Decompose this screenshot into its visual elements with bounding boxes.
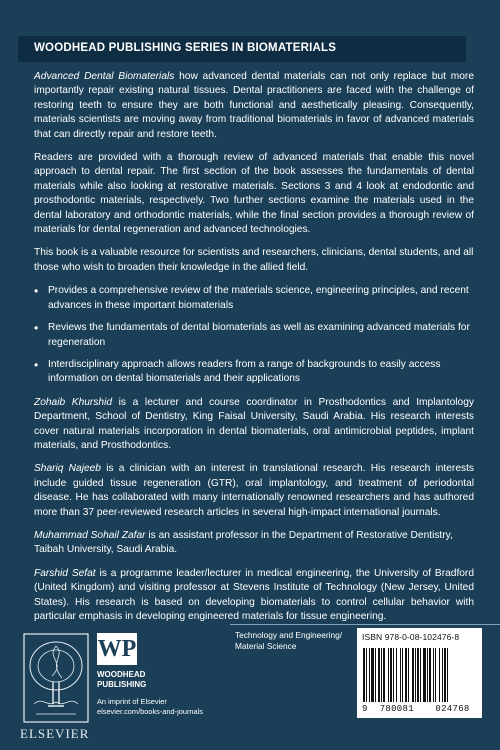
barcode-bar <box>439 648 440 702</box>
author-bio <box>34 462 474 520</box>
barcode-bar <box>363 648 365 702</box>
category-line: Technology and Engineering/ <box>235 630 343 640</box>
publisher-name <box>97 670 187 690</box>
feature-item: • Reviews the fundamentals of dental biomaterials as well as examining advanced materials for regeneration <box>34 321 474 350</box>
author-bio <box>34 567 474 625</box>
barcode-bar <box>408 648 409 702</box>
publisher-name-line: PUBLISHING <box>97 680 147 689</box>
barcode-bar <box>420 648 421 702</box>
author-bio <box>34 529 474 558</box>
intro-paragraph <box>34 70 474 142</box>
feature-item: • Provides a comprehensive review of the materials science, engineering principles, and recent advances in these important biomaterials <box>34 284 474 313</box>
barcode-bar <box>393 648 394 702</box>
barcode-bar <box>447 648 448 702</box>
category-line: Material Science <box>235 641 297 651</box>
barcode-bar <box>366 648 367 702</box>
barcode-bar <box>396 648 397 702</box>
imprint-info <box>97 697 257 716</box>
author-name: Farshid Sefat <box>34 567 96 579</box>
publisher-logo <box>97 633 137 665</box>
barcode-digits <box>362 704 480 714</box>
author-name: Shariq Najeeb <box>34 463 101 475</box>
barcode-bar <box>435 648 436 702</box>
barcode-bar <box>444 648 446 702</box>
imprint-line: An imprint of Elsevier <box>97 697 167 706</box>
barcode-bar <box>412 648 414 702</box>
barcode-digit-group: 780081 <box>379 704 414 714</box>
imprint-url: elsevier.com/books-and-journals <box>97 706 203 716</box>
barcode-bar <box>381 648 382 702</box>
barcode-icon <box>362 648 478 704</box>
overview-paragraph: Readers are provided with a thorough review of advanced materials that enable this novel approach to dental repair. The first section of the book assesses the fundamentals of dental materials while also looking at restorative materials. Sections 3 and 4 look at endodontic and prosthodontic materials, respectively. Two further sections examine the materials used in the dental laboratory and orthodontic materials, while the final section provides a thorough review of materials for dental regeneration and advanced technologies. <box>34 152 474 236</box>
book-title: Advanced Dental Biomaterials <box>34 71 175 82</box>
author-name: Zohaib Khurshid <box>34 396 112 408</box>
publisher-name-line: WOODHEAD <box>97 670 146 679</box>
series-title: WOODHEAD PUBLISHING SERIES IN BIOMATERIALS <box>34 42 337 54</box>
barcode-bar <box>375 648 376 702</box>
audience-paragraph: This book is a valuable resource for scientists and researchers, clinicians, dental students, and all those who wish to broaden their knowledge in the allied field. <box>34 247 474 273</box>
barcode-bar <box>423 648 426 702</box>
barcode-bar <box>400 648 401 702</box>
author-bio-text: is an assistant professor in the Department of Restorative Dentistry, Taibah University, Saudi Arabia. <box>34 529 453 556</box>
footer-divider <box>230 624 500 625</box>
author-bio <box>34 396 474 454</box>
barcode-bar <box>442 648 443 702</box>
barcode-bar <box>369 648 370 702</box>
author-bio-text: is a programme leader/lecturer in medical engineering, the University of Bradford (United Kingdom) and visiting professor at Stevens Institute of Technology (New Jersey, United States). His research is based on developing biomaterials to control cellular behavior with particular emphasis in developing engineered materials for tissue engineering. <box>34 567 474 622</box>
elsevier-wordmark: ELSEVIER <box>20 726 90 741</box>
barcode-bar <box>402 648 403 702</box>
barcode-bar <box>427 648 428 702</box>
elsevier-tree-logo <box>22 632 90 724</box>
barcode-bar <box>383 648 385 702</box>
description-body <box>34 70 474 633</box>
intro-text: how advanced dental materials can not only replace but more importantly repair existing natural tissues. Dental practitioners are faced with the challenge of restoring teeth to ensure they are both functional and aesthetically pleasing. Consequently, materials scientists are moving away from traditional biomaterials in favor of advanced materials that can directly repair and restore teeth. <box>34 71 474 140</box>
isbn-text: ISBN 978-0-08-102476-8 <box>362 632 460 642</box>
barcode-bar <box>429 648 431 702</box>
barcode-bar <box>433 648 434 702</box>
barcode-bar <box>388 648 389 702</box>
wp-logo-mark: WP <box>97 633 137 665</box>
subject-category <box>235 630 365 652</box>
barcode-bar <box>415 648 416 702</box>
feature-item: • Interdisciplinary approach allows readers from a range of backgrounds to easily access information on dental biomaterials and their applications <box>34 358 474 387</box>
feature-list <box>34 284 474 386</box>
barcode-bar <box>378 648 380 702</box>
barcode-digit-group: 9 <box>362 704 368 714</box>
barcode-bar <box>371 648 374 702</box>
barcode-bar <box>417 648 419 702</box>
author-name: Muhammad Sohail Zafar <box>34 529 146 541</box>
author-bio-text: is a lecturer and course coordinator in Prosthodontics and Implantology Department, School of Dentistry, King Faisal University, Saudi Arabia. His research interests cover natural materials incorporation in dental biomaterials, oral antimicrobial peptides, implant materials, and Prosthodontics. <box>34 396 474 451</box>
barcode-digit-group: 024768 <box>435 704 470 714</box>
barcode-bar <box>390 648 392 702</box>
author-bio-text: is a clinician with an interest in translational research. His research interests include guided tissue regeneration (GTR), oral implantology, and treatment of periodontal disease. He has collaborated with many internationally renowned researchers and has authored more than 37 peer-reviewed research articles in several high-impact international journals. <box>34 463 475 518</box>
barcode-bar <box>405 648 407 702</box>
